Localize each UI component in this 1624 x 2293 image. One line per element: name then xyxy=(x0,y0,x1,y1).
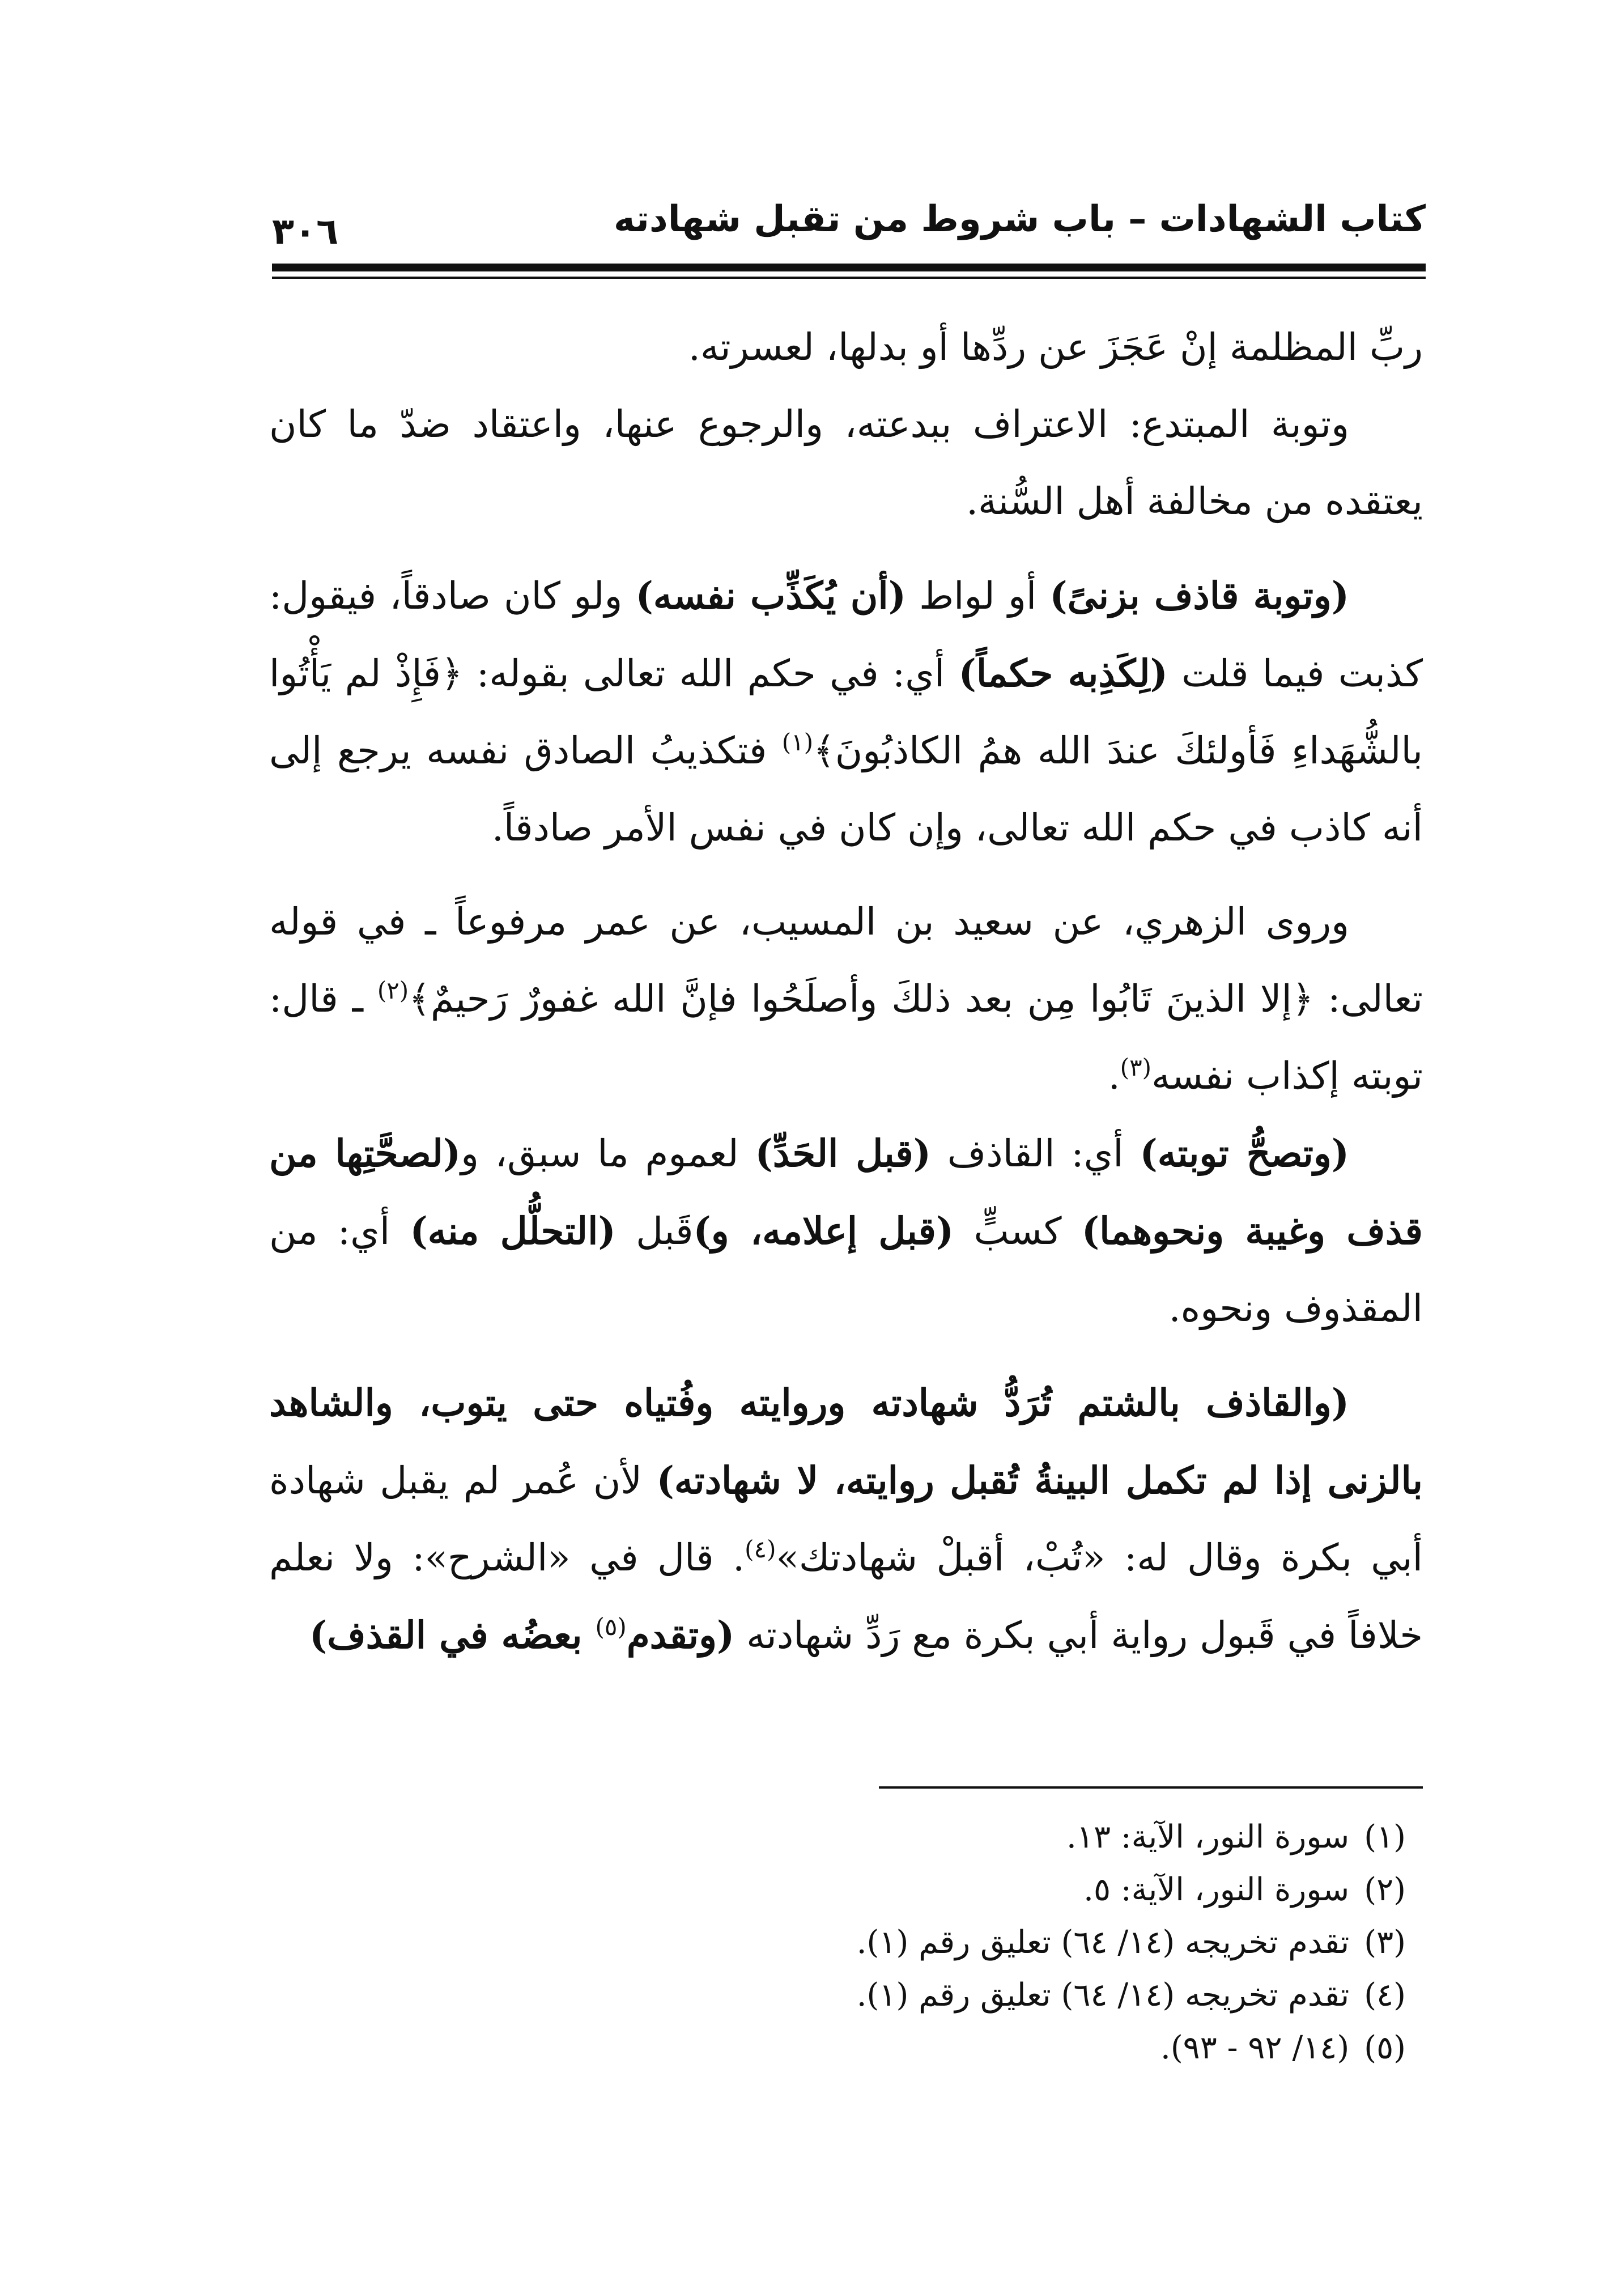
matn-text: (وتصحُّ توبته) xyxy=(1140,1131,1349,1175)
footnote-2 xyxy=(269,1863,1406,1916)
commentary-text: أي: من المقذوف ونحوه. xyxy=(269,1209,1423,1330)
commentary-text: . قال في «الشرح»: ولا نعلم خلافاً في قَبول رواية أبي بكرة مع رَدِّ شهادته xyxy=(269,1536,1423,1657)
header-rule-thin xyxy=(272,277,1426,279)
matn-text: (قبل إعلامه، و) xyxy=(693,1209,954,1253)
paragraph-2: وتوبة المبتدع: الاعتراف ببدعته، والرجوع عنها، واعتقاد ضدّ ما كان يعتقده من مخالفة أهل السُّنة. xyxy=(269,402,1423,523)
commentary-text: أي: القاذف xyxy=(930,1132,1140,1175)
footnote-4 xyxy=(269,1969,1406,2022)
commentary-text: لأن عُمر لم يقبل شهادة أبي بكرة وقال له: «تُبْ، أقبلْ شهادتك» xyxy=(269,1459,1423,1579)
paragraph-1: ربِّ المظلمة إنْ عَجَزَ عن ردِّها أو بدلها، لعسرته. xyxy=(688,325,1423,369)
commentary-text: ـ قال: توبته إكذاب نفسه xyxy=(269,977,1423,1098)
matn-text: بعضُه في القذف) xyxy=(309,1613,596,1657)
matn-text: (والقاذف بالشتم تُرَدُّ شهادته وروايته وفُتياه حتى يتوب، والشاهد بالزنى إذا لم تكمل البينةُ تُقبل روايته، لا شهادته) xyxy=(269,1381,1423,1502)
footnote-marker: (١) xyxy=(781,728,814,756)
running-header xyxy=(272,187,1426,261)
commentary-text: فتكذيبُ الصادق نفسه يرجع إلى أنه كاذب في حكم الله تعالى، وإن كان في نفس الأمر صادقاً. xyxy=(269,729,1423,850)
main-text xyxy=(269,309,1423,1674)
footnote-number: (٢) xyxy=(1364,1871,1406,1908)
chapter-title: كتاب الشهادات – باب شروط من تقبل شهادته xyxy=(614,198,1426,240)
paragraph-6 xyxy=(269,1364,1423,1674)
footnote-marker: (٥) xyxy=(595,1613,627,1641)
header-rule-thick xyxy=(272,264,1426,271)
commentary-text: أو لواط xyxy=(905,574,1050,618)
footnote-number: (١) xyxy=(1364,1819,1406,1855)
paragraph-4 xyxy=(269,884,1423,1115)
commentary-text: وروى الزهري، عن سعيد بن المسيب، عن عمر مرفوعاً ـ في قوله تعالى: ﴿إلا الذينَ تَابُوا مِن بعد ذلكَ وأصلَحُوا فإنَّ الله غفورٌ رَحيمٌ﴾ xyxy=(269,900,1423,1021)
footnote-text: سورة النور، الآية: ٥. xyxy=(1083,1871,1350,1908)
footnote-separator xyxy=(879,1786,1423,1789)
matn-text: (قبل الحَدِّ) xyxy=(755,1131,931,1175)
matn-text: (لصحَّتِها من قذف وغيبة ونحوهما) xyxy=(269,1131,1423,1253)
footnote-3 xyxy=(269,1916,1406,1969)
footnote-number: (٥) xyxy=(1364,2029,1406,2066)
commentary-text: قَبل xyxy=(615,1209,694,1253)
footnote-text: (١٤/ ٩٢ - ٩٣). xyxy=(1160,2029,1350,2066)
paragraph-3 xyxy=(269,557,1423,867)
footnote-marker: (٣) xyxy=(1120,1054,1152,1081)
footnote-number: (٤) xyxy=(1364,1977,1406,2014)
footnote-text: تقدم تخريجه (١٤/ ٦٤) تعليق رقم (١). xyxy=(856,1977,1350,2014)
footnote-1 xyxy=(269,1811,1406,1863)
commentary-text: ولو كان صادقاً، فيقول: كذبت فيما قلت xyxy=(269,574,1423,695)
commentary-text: . xyxy=(1108,1054,1120,1098)
commentary-text: لعموم ما سبق، و xyxy=(461,1132,755,1175)
commentary-text: كسبٍّ xyxy=(954,1209,1082,1253)
commentary-text: أي: في حكم الله تعالى بقوله: ﴿فَإِذْ لم يَأْتُوا بالشُّهَداءِ فَأولئكَ عندَ الله همُ الكاذبُونَ﴾ xyxy=(269,652,1423,772)
footnote-5 xyxy=(269,2022,1406,2074)
footnotes xyxy=(269,1811,1406,2074)
footnote-text: سورة النور، الآية: ١٣. xyxy=(1066,1819,1350,1855)
footnote-number: (٣) xyxy=(1364,1924,1406,1961)
matn-text: (وتوبة قاذف بزنىً) xyxy=(1049,574,1349,618)
footnote-marker: (٤) xyxy=(745,1535,776,1563)
footnote-marker: (٢) xyxy=(377,976,409,1004)
paragraph-5 xyxy=(269,1115,1423,1347)
matn-text: (لِكَذِبه حكماً) xyxy=(958,651,1168,695)
matn-text: (التحلُّل منه) xyxy=(410,1209,616,1253)
page-number: ٣٠٦ xyxy=(272,211,339,253)
matn-text: (وتقدم xyxy=(626,1613,735,1657)
matn-text: (أن يُكَذِّب نفسه) xyxy=(635,574,906,618)
footnote-text: تقدم تخريجه (١٤/ ٦٤) تعليق رقم (١). xyxy=(856,1924,1350,1961)
